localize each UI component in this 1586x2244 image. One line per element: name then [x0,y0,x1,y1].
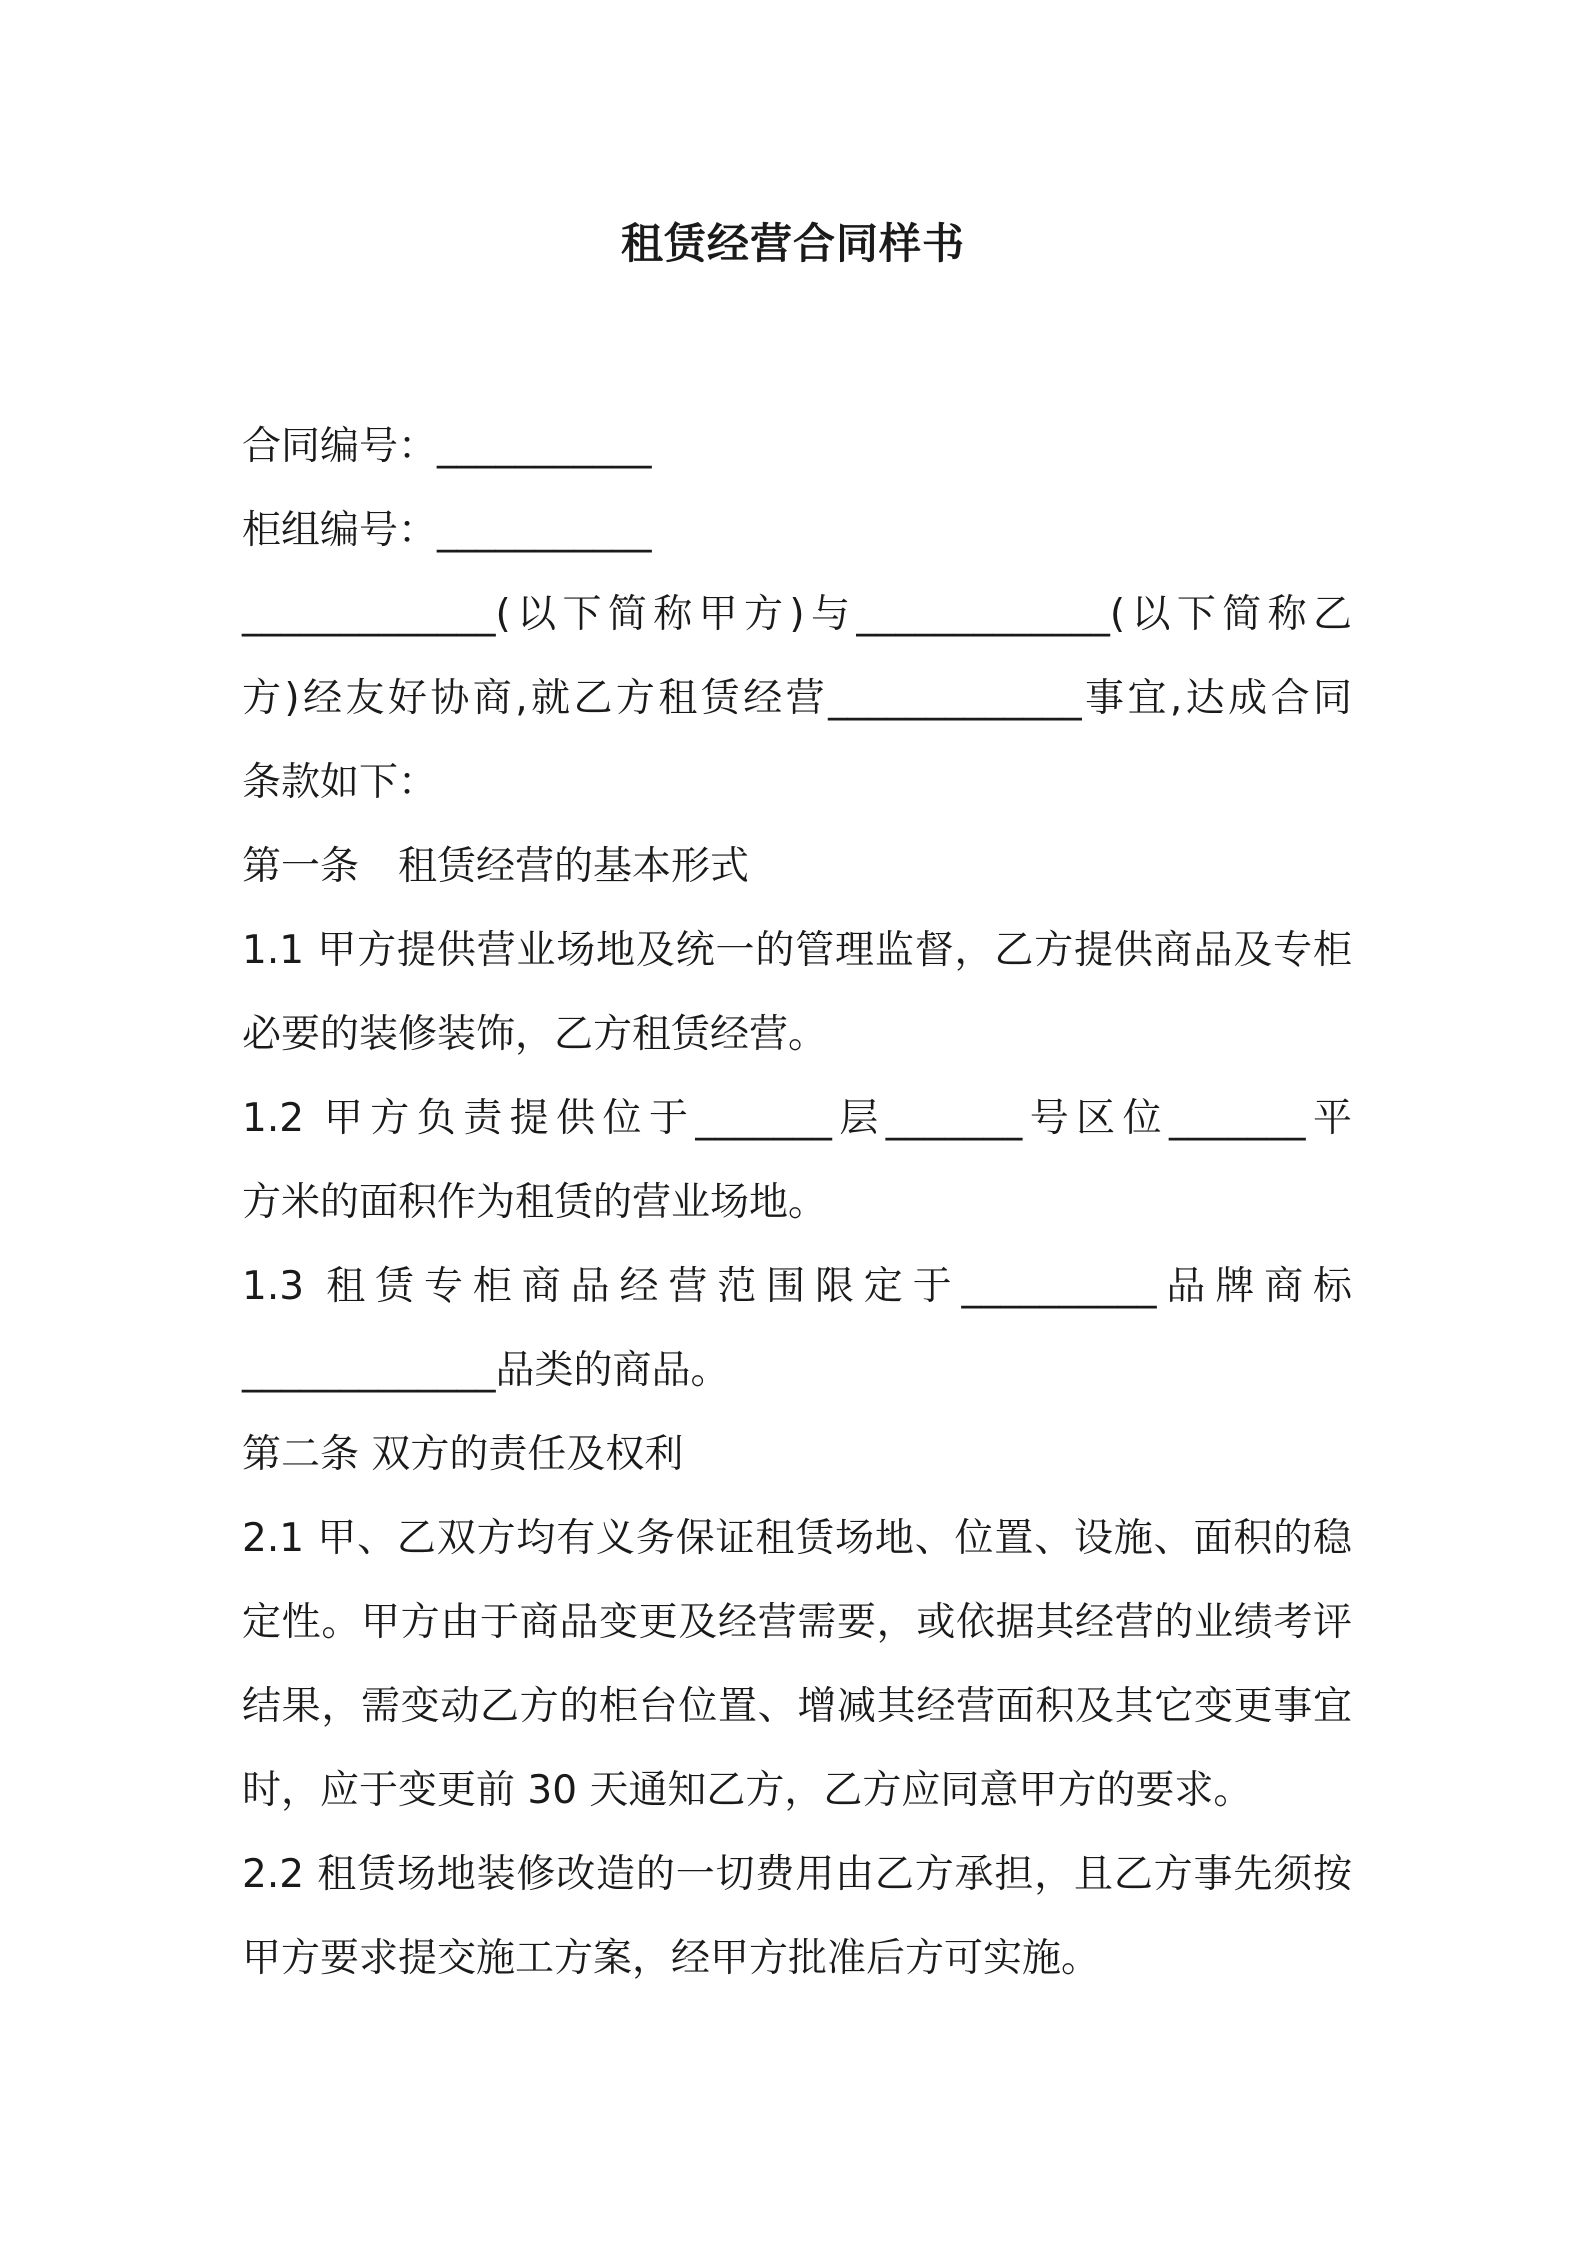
clause-2-1-line-4: 时，应于变更前 30 天通知乙方，乙方应同意甲方的要求。 [242,1768,1253,1813]
clause-1-2-line-2: 方米的面积作为租赁的营业场地。 [242,1180,828,1225]
clause-1-1-line-1: 1.1 甲方提供营业场地及统一的管理监督，乙方提供商品及专柜 [242,928,1352,973]
clause-1-3-line-2: _____________品类的商品。 [242,1348,730,1393]
article-2-heading: 第二条 双方的责任及权利 [242,1432,684,1477]
article-1-heading: 第一条 租赁经营的基本形式 [242,844,750,889]
parties-line-3: 条款如下： [242,760,438,805]
clause-2-2-line-1: 2.2 租赁场地装修改造的一切费用由乙方承担，且乙方事先须按 [242,1852,1352,1897]
document-title: 租赁经营合同样书 [620,219,965,268]
parties-line-1: _____________(以下简称甲方)与_____________(以下简称乙 [242,592,1352,637]
clause-2-1-line-3: 结果，需变动乙方的柜台位置、增减其经营面积及其它变更事宜 [242,1684,1352,1729]
clause-2-1-line-1: 2.1 甲、乙双方均有义务保证租赁场地、位置、设施、面积的稳 [242,1516,1352,1561]
clause-2-2-line-2: 甲方要求提交施工方案，经甲方批准后方可实施。 [242,1936,1101,1981]
clause-2-1-line-2: 定性。甲方由于商品变更及经营需要，或依据其经营的业绩考评 [242,1600,1352,1645]
counter-group-number-line: 柜组编号：___________ [242,508,652,553]
parties-line-2: 方)经友好协商,就乙方租赁经营_____________事宜,达成合同 [242,676,1352,721]
contract-number-line: 合同编号：___________ [242,424,652,469]
clause-1-3-line-1: 1.3 租赁专柜商品经营范围限定于__________品牌商标 [242,1264,1352,1309]
clause-1-1-line-2: 必要的装修装饰，乙方租赁经营。 [242,1012,828,1057]
document-body [242,405,1352,2001]
clause-1-2-line-1: 1.2 甲方负责提供位于_______层_______号区位_______平 [242,1096,1352,1141]
